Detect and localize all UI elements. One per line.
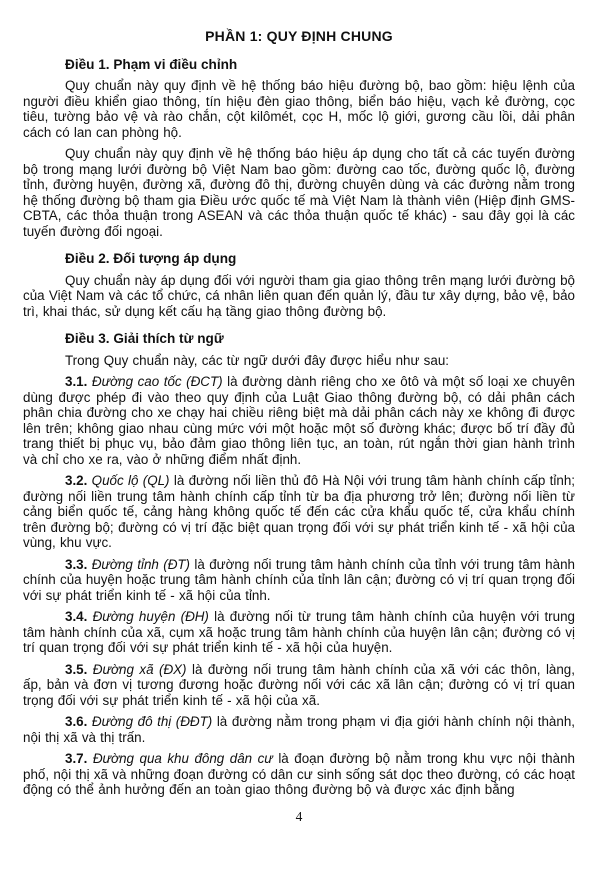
paragraph: Quy chuẩn này quy định về hệ thống báo hiệu đường bộ, bao gồm: hiệu lệnh của người điều khiển giao thông, tín hiệu đèn giao thông, biển báo hiệu, vạch kẻ đường, cọc tiêu, tường bảo vệ và rào chắn, cột kilômét, cọc H, mốc lộ giới, gương cầu lồi, dải phân cách có lan can phòng hộ. <box>23 78 575 140</box>
definition-3-7 <box>23 751 575 798</box>
definition-term: Đường cao tốc (ĐCT) <box>91 374 223 389</box>
definition-number: 3.6. <box>65 714 88 729</box>
definition-3-2 <box>23 473 575 551</box>
paragraph: Trong Quy chuẩn này, các từ ngữ dưới đây được hiểu như sau: <box>65 352 449 368</box>
definition-text: là đường nối liền thủ đô Hà Nội với trung tâm hành chính cấp tỉnh; đường nối liền trung tâm hành chính cấp tỉnh từ ba địa phương trở lên; đường nối liền từ cảng biển quốc tế, cảng hàng không quốc tế đến các cửa khẩu quốc tế, cửa khẩu chính trên đường bộ; đường có vị trí đặc biệt quan trọng đối với sự phát triển kinh tế - xã hội của vùng, khu vực. <box>23 473 575 550</box>
section-heading-dieu-2: Điều 2. Đối tượng áp dụng <box>65 251 237 266</box>
definition-3-1 <box>23 374 575 467</box>
paragraph: Quy chuẩn này quy định về hệ thống báo hiệu áp dụng cho tất cả các tuyến đường bộ trong mạng lưới đường bộ Việt Nam bao gồm: đường cao tốc, đường quốc lộ, đường tỉnh, đường huyện, đường xã, đường đô thị, đường chuyên dùng và các đường nằm trong hệ thống đường bộ tham gia Điều ước quốc tế mà Việt Nam là thành viên (Hiệp định GMS-CBTA, các thỏa thuận trong ASEAN và các thỏa thuận quốc tế khác) - sau đây gọi là các tuyến đường đối ngoại. <box>23 146 575 239</box>
definition-number: 3.3. <box>65 556 88 572</box>
page-number: 4 <box>295 808 303 824</box>
definition-number: 3.1. <box>65 374 88 389</box>
definition-3-5 <box>23 662 575 709</box>
definition-term: Đường tỉnh (ĐT) <box>91 556 190 572</box>
definition-text: là đường nối trung tâm hành chính của xã với các thôn, làng, ấp, bản và đơn vị tương đương hoặc đường nối với các xã lân cận; đường có vị trí quan trọng đối với sự phát triển kinh tế - xã hội của xã. <box>23 661 575 708</box>
definition-term: Quốc lộ (QL) <box>91 473 170 488</box>
definition-number: 3.4. <box>65 609 88 624</box>
section-heading-dieu-3: Điều 3. Giải thích từ ngữ <box>65 331 224 346</box>
definition-number: 3.5. <box>65 661 88 677</box>
definition-term: Đường đô thị (ĐĐT) <box>91 714 213 729</box>
definition-number: 3.7. <box>65 751 88 766</box>
definition-text: là đường dành riêng cho xe ôtô và một số loại xe chuyên dùng được phép đi vào theo quy định của Luật Giao thông đường bộ, có dải phân cách phân chia đường cho xe chạy hai chiều riêng biệt mà dải phân cách này xe không đi được lên trên; không giao nhau cùng mức với một hoặc một số đường khác; được bố trí đầy đủ trang thiết bị phục vụ, bảo đảm giao thông liên tục, an toàn, rút ngắn thời gian hành trình và chỉ cho xe ra, vào ở những điểm nhất định. <box>23 374 575 467</box>
definition-term: Đường huyện (ĐH) <box>92 609 209 624</box>
definition-number: 3.2. <box>65 473 88 488</box>
definition-text: là đường nối trung tâm hành chính của tỉnh với trung tâm hành chính của huyện hoặc trung tâm hành chính của tỉnh lân cận; đường có vị trí quan trọng đối với sự phát triển kinh tế - xã hội của tỉnh. <box>23 556 575 603</box>
definition-term: Đường xã (ĐX) <box>92 661 187 677</box>
page-title: PHẦN 1: QUY ĐỊNH CHUNG <box>205 28 393 44</box>
definition-3-6 <box>23 714 575 745</box>
definition-text: là đoạn đường bộ nằm trong khu vực nội thành phố, nội thị xã và những đoạn đường có dân cư sinh sống sát dọc theo đường, có các hoạt động có thể ảnh hưởng đến an toàn giao thông đường bộ và được xác định bằng <box>23 751 575 797</box>
definition-3-4 <box>23 609 575 656</box>
definition-text: là đường nối từ trung tâm hành chính của huyện với trung tâm hành chính của xã, cụm xã hoặc trung tâm hành chính của huyện lân cận; đường có vị trí quan trọng đối với sự phát triển kinh tế - xã hội của huyện. <box>23 609 575 655</box>
definition-text: là đường nằm trong phạm vi địa giới hành chính nội thành, nội thị xã và thị trấn. <box>23 714 575 745</box>
paragraph: Quy chuẩn này áp dụng đối với người tham gia giao thông trên mạng lưới đường bộ của Việt Nam và các tổ chức, cá nhân liên quan đến quản lý, đầu tư xây dựng, bảo vệ, bảo trì, khai thác, sử dụng kết cấu hạ tầng giao thông đường bộ. <box>23 272 575 319</box>
definition-term: Đường qua khu đông dân cư <box>92 751 273 766</box>
definition-3-3 <box>23 557 575 604</box>
section-heading-dieu-1: Điều 1. Phạm vi điều chỉnh <box>65 56 238 72</box>
